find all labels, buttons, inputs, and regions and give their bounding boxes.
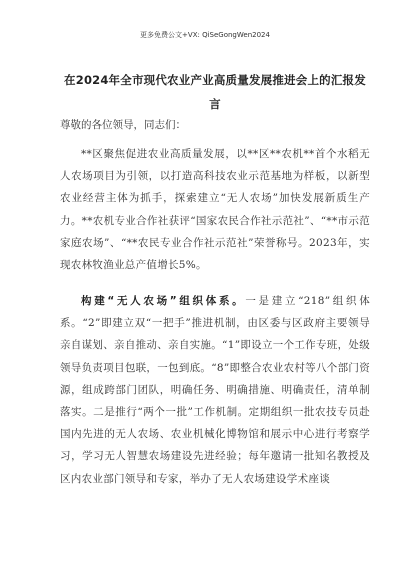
paragraph-lead-heading: 构建“无人农场”组织体系。 xyxy=(81,295,246,307)
salutation: 尊敬的各位领导，同志们： xyxy=(60,119,186,131)
document-title: 在2024年全市现代农业产业高质量发展推进会上的汇报发言 xyxy=(64,73,366,111)
paragraph-organization xyxy=(60,290,370,490)
paragraph-intro: **区聚焦促进农业高质量发展，以**区**农机**首个水稻无人农场项目为引领，以打造高科技农业示范基地为样板，以新型农业经营主体为抓手，探索建立“无人农场”加快发展新质生产力。**农机专业合作社获评“国家农民合作社示范社”、“**市示范家庭农场”、“**农民专业合作社示范社”荣誉称号。2023年，实现农林牧渔业总产值增长5%。 xyxy=(60,148,370,272)
paragraph-body: 一是建立“218”组织体系。“2”即建立双“一把手”推进机制，由区委与区政府主要领导亲自谋划、亲自推动、亲自实施。“1”即设立一个工作专班，处级领导负责项目包联，一包到底。“8”即整合农业农村等八个部门资源，组成跨部门团队，明确任务、明确措施、明确责任，清单制落实。二是推行“两个一批”工作机制。定期组织一批农技专员赴国内先进的无人农场、农业机械化博物馆和展示中心进行考察学习，学习无人智慧农场建设先进经验；每年邀请一批知名教授及区内农业部门领导和专家，举办了无人农场建设学术座谈 xyxy=(60,295,370,485)
header-watermark: 更多免费公文+VX: QiSeGongWen2024 xyxy=(140,31,270,39)
